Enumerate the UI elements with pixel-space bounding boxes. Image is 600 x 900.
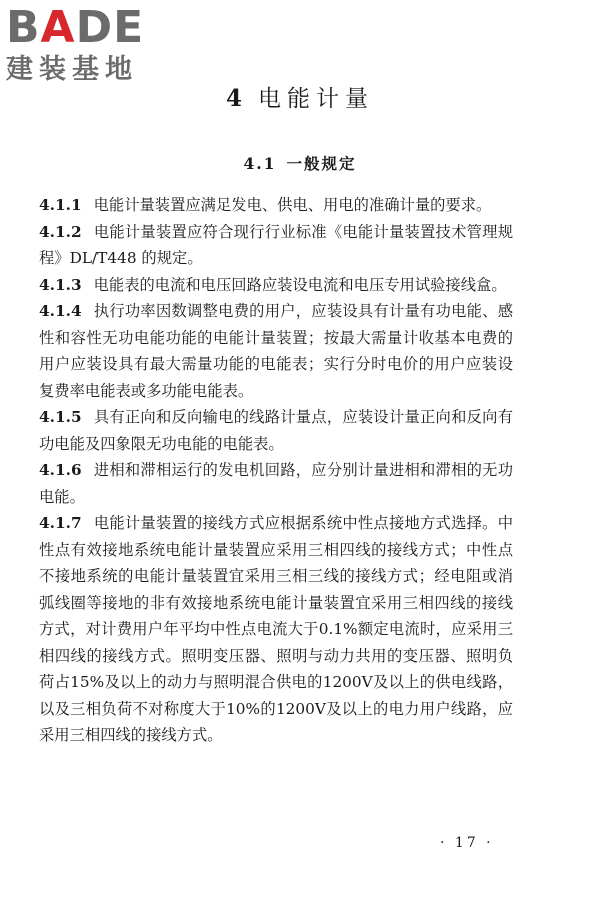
clauses-body [39,192,513,749]
logo-wordmark-start: B [6,2,41,53]
logo-wordmark-end: DE [75,2,145,53]
clause-number: 4.1.1 [39,196,82,214]
clause-4-1-3 [39,272,513,299]
clause-text: 进相和滞相运行的发电机回路，应分别计量进相和滞相的无功电能。 [39,461,513,506]
chapter-title-text: 电能计量 [258,86,374,112]
logo-subtitle: 建装基地 [6,54,138,85]
clause-4-1-1 [39,192,513,219]
clause-number: 4.1.6 [39,461,82,479]
section-number: 4.1 [243,154,277,173]
clause-text: 电能计量装置应符合现行行业标准《电能计量装置技术管理规程》DL/T448 的规定。 [39,222,513,267]
clause-number: 4.1.3 [39,275,82,294]
clause-text: 电能计量装置的接线方式应根据系统中性点接地方式选择。中性点有效接地系统电能计量装置应采用三相四线的接线方式；中性点不接地系统的电能计量装置宜采用三相三线的接线方式；经电阻或消弧线圈等接地的非有效接地系统电能计量装置宜采用三相四线的接线方式，对计费用户年平均中性点电流大于0.1%额定电流时，应采用三相四线的接线方式。照明变压器、照明与动力共用的变压器、照明负荷占15%及以上的动力与照明混合供电的1200V及以上的供电线路，以及三相负荷不对称度大于10%的1200V及以上的电力用户线路，应采用三相四线的接线方式。 [39,514,513,744]
clause-4-1-7 [39,510,513,749]
clause-4-1-2 [39,219,513,272]
clause-number: 4.1.5 [39,408,82,426]
section-title-text: 一般规定 [286,154,357,173]
clause-text: 具有正向和反向输电的线路计量点，应装设计量正向和反向有功电能及四象限无功电能的电能表。 [39,408,513,453]
clause-number: 4.1.7 [39,514,82,532]
clause-4-1-6 [39,457,513,510]
clause-4-1-5 [39,404,513,457]
clause-number: 4.1.4 [39,302,82,320]
section-title [0,152,600,174]
clause-text: 执行功率因数调整电费的用户，应装设具有计量有功电能、感性和容性无功电能功能的电能计量装置；按最大需量计收基本电费的用户应装设具有最大需量功能的电能表；实行分时电价的用户应装设复费率电能表或多功能电能表。 [39,302,513,400]
clause-4-1-4 [39,298,513,404]
clause-number: 4.1.2 [39,222,82,241]
page-number: · 17 · [440,835,494,851]
chapter-title [0,80,600,113]
logo-wordmark-accent: A [40,2,76,53]
chapter-number: 4 [225,85,248,112]
logo-wordmark [6,4,176,52]
brand-logo [6,4,176,86]
clause-text: 电能计量装置应满足发电、供电、用电的准确计量的要求。 [93,196,492,214]
clause-text: 电能表的电流和电压回路应装设电流和电压专用试验接线盒。 [93,275,507,294]
